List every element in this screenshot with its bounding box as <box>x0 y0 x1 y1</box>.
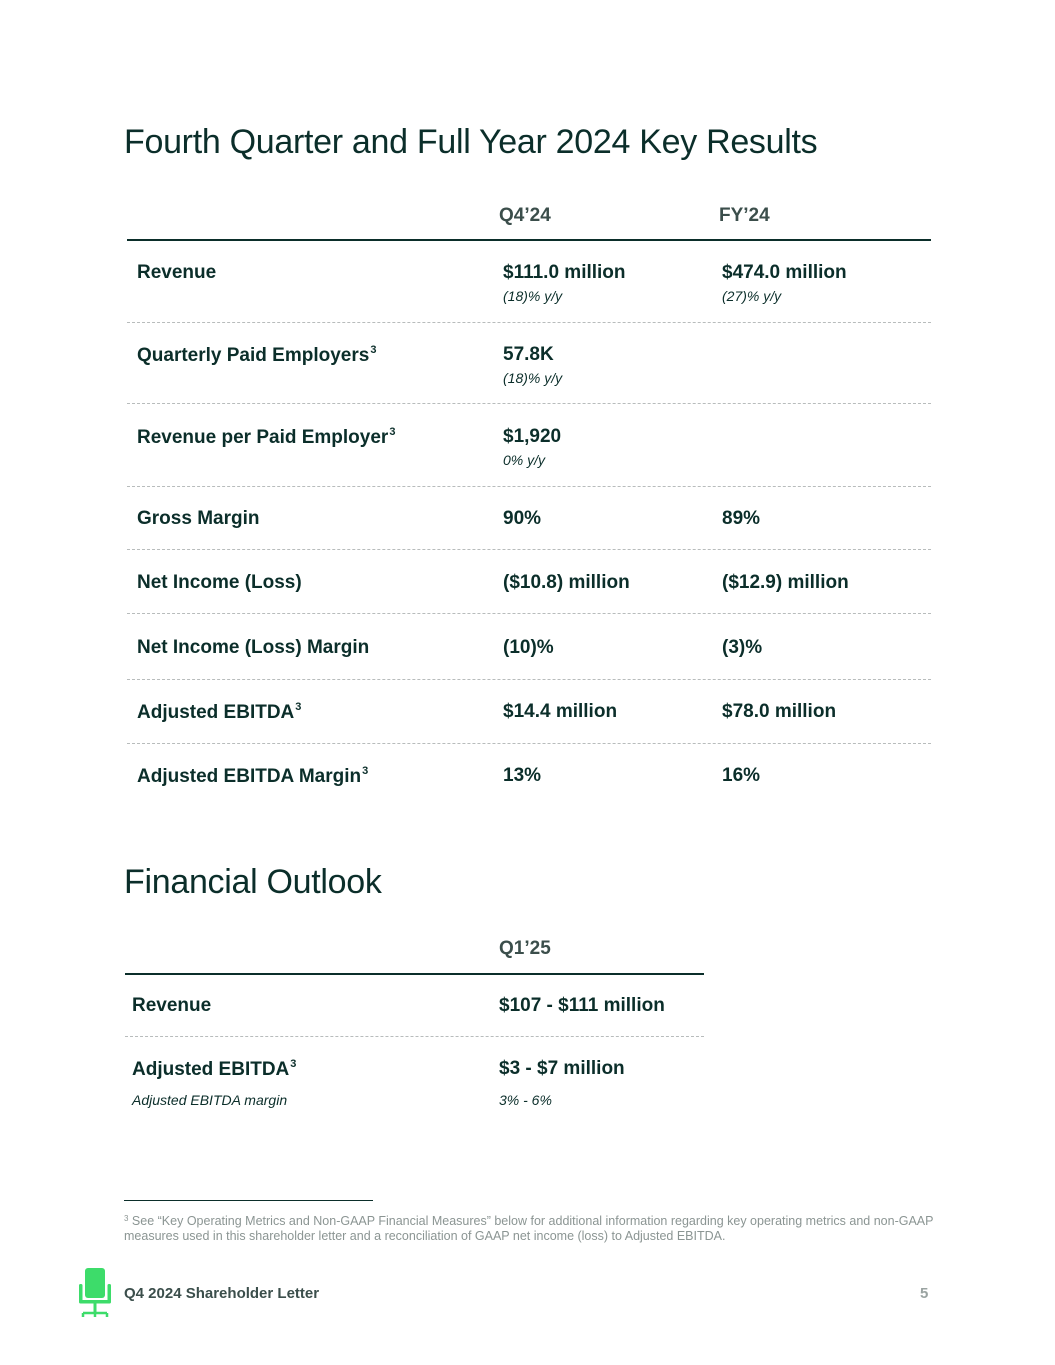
column-header-q1: Q1’25 <box>499 938 551 959</box>
chair-logo-icon <box>78 1267 112 1324</box>
fy-value-net-income-margin: (3)% <box>722 637 763 658</box>
outlook-value-revenue: $107 - $111 million <box>499 995 665 1016</box>
fy-yoy-revenue: (27)% y/y <box>722 288 782 304</box>
key-results-title: Fourth Quarter and Full Year 2024 Key Results <box>124 123 818 161</box>
outlook-value-adjusted-ebitda-margin: 3% - 6% <box>499 1092 552 1108</box>
footnote-text: See “Key Operating Metrics and Non-GAAP Financial Measures” below for additional information regarding key operating metrics and non-GAAP measures used in this shareholder letter and a reconciliation of GAAP net income (loss) to Adjusted EBITDA. <box>124 1214 934 1243</box>
fy-value-gross-margin: 89% <box>722 508 761 529</box>
q4-value-gross-margin: 90% <box>503 508 542 529</box>
row-divider <box>127 679 931 680</box>
row-label-quarterly-paid-employers: Quarterly Paid Employers$^3$ <box>137 344 377 366</box>
footer-label: Q4 2024 Shareholder Letter <box>124 1285 320 1302</box>
q4-yoy-quarterly-paid-employers: (18)% y/y <box>503 370 563 386</box>
fy-value-revenue: $474.0 million <box>722 262 847 283</box>
footnote-ref: 3 <box>362 765 369 777</box>
q4-value-revenue: $111.0 million <box>503 262 626 283</box>
column-header-q4: Q4’24 <box>499 205 551 226</box>
row-divider <box>127 486 931 487</box>
row-divider <box>127 743 931 744</box>
row-label-adjusted-ebitda: Adjusted EBITDA$^3$ <box>137 701 302 723</box>
outlook-label-adjusted-ebitda: Adjusted EBITDA$^3$ <box>132 1058 297 1080</box>
row-divider <box>125 1036 704 1037</box>
row-label-revenue: Revenue <box>137 262 217 283</box>
column-header-fy: FY’24 <box>719 205 770 226</box>
fy-value-adjusted-ebitda: $78.0 million <box>722 701 837 722</box>
footnote-ref: 3 <box>295 701 302 713</box>
table-header-rule <box>127 239 931 241</box>
fy-value-net-income: ($12.9) million <box>722 572 849 593</box>
outlook-header-rule <box>125 973 704 975</box>
row-label-revenue-per-paid-employer: Revenue per Paid Employer$^3$ <box>137 426 396 448</box>
row-label-adjusted-ebitda-margin: Adjusted EBITDA Margin$^3$ <box>137 765 369 787</box>
q4-value-adjusted-ebitda: $14.4 million <box>503 701 618 722</box>
footnote-ref: 3 <box>370 344 377 356</box>
q4-value-net-income: ($10.8) million <box>503 572 630 593</box>
row-label-net-income: Net Income (Loss) <box>137 572 302 593</box>
q4-value-revenue-per-paid-employer: $1,920 <box>503 426 562 447</box>
row-label-net-income-margin: Net Income (Loss) Margin <box>137 637 370 658</box>
footnote <box>124 1211 934 1244</box>
outlook-sublabel-adjusted-ebitda-margin: Adjusted EBITDA margin <box>132 1092 288 1108</box>
outlook-label-revenue: Revenue <box>132 995 212 1016</box>
row-divider <box>127 549 931 550</box>
footnote-marker: 3 <box>124 1214 129 1223</box>
footnote-rule <box>124 1200 373 1201</box>
q4-yoy-revenue: (18)% y/y <box>503 288 563 304</box>
q4-yoy-revenue-per-paid-employer: 0% y/y <box>503 452 546 468</box>
outlook-value-adjusted-ebitda: $3 - $7 million <box>499 1058 625 1079</box>
fy-value-adjusted-ebitda-margin: 16% <box>722 765 761 786</box>
footnote-ref: 3 <box>389 426 396 438</box>
row-label-gross-margin: Gross Margin <box>137 508 260 529</box>
row-divider <box>127 322 931 323</box>
row-divider <box>127 403 931 404</box>
financial-outlook-title: Financial Outlook <box>124 863 382 901</box>
page-number: 5 <box>920 1285 929 1302</box>
q4-value-quarterly-paid-employers: 57.8K <box>503 344 554 365</box>
q4-value-net-income-margin: (10)% <box>503 637 554 658</box>
row-divider <box>127 613 931 614</box>
footnote-ref: 3 <box>290 1058 297 1070</box>
q4-value-adjusted-ebitda-margin: 13% <box>503 765 542 786</box>
